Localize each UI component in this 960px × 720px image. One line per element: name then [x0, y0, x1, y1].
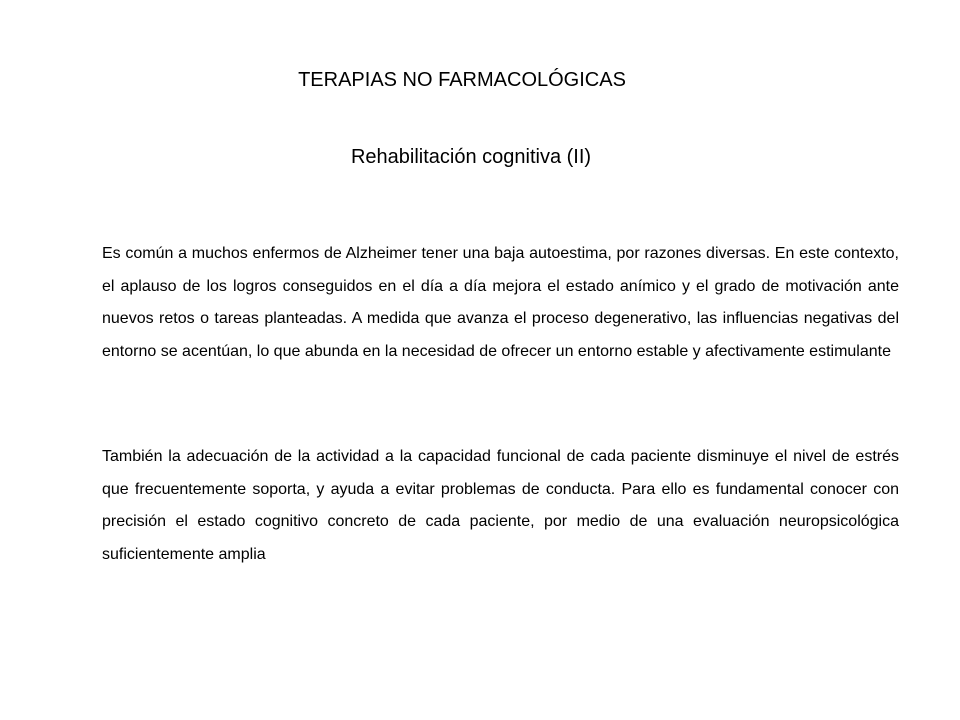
body-paragraph-1: Es común a muchos enfermos de Alzheimer tener una baja autoestima, por razones diversas. En este contexto, el aplauso de los logros conseguidos en el día a día mejora el estado anímico y el grado de motivación ante nuevos retos o tareas planteadas. A medida que avanza el proceso degenerativo, las influencias negativas del entorno se acentúan, lo que abunda en la necesidad de ofrecer un entorno estable y afectivamente estimulante [102, 245, 899, 360]
slide-title: TERAPIAS NO FARMACOLÓGICAS [298, 69, 626, 91]
slide-subtitle: Rehabilitación cognitiva (II) [350, 146, 592, 168]
body-paragraph-2: También la adecuación de la actividad a la capacidad funcional de cada paciente disminuye el nivel de estrés que frecuentemente soporta, y ayuda a evitar problemas de conducta. Para ello es fundamental conocer con precisión el estado cognitivo concreto de cada paciente, por medio de una evaluación neuropsicológica suficientemente amplia [102, 448, 899, 563]
